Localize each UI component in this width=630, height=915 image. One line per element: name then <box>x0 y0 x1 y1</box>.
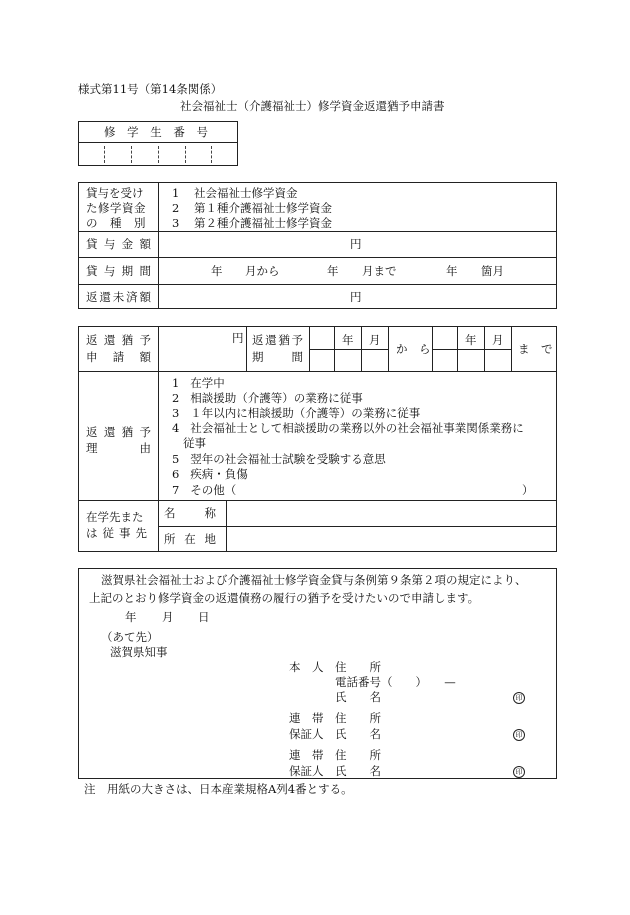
student-number-digit-separator <box>158 146 159 163</box>
addressee: 滋賀県知事 <box>110 645 168 659</box>
reason-item-continuation: 従事 <box>183 436 206 450</box>
loan-amount-unit: 円 <box>350 237 362 251</box>
period-from-text: か ら <box>396 342 431 356</box>
loan-amount-label: 貸 与 金 額 <box>86 237 151 251</box>
student-number-label: 修 学 生 番 号 <box>104 125 208 139</box>
applicant-address-label: 住 所 <box>335 660 381 674</box>
deferral-amount-unit: 円 <box>232 331 244 345</box>
reason-item: 1 在学中 <box>172 376 225 390</box>
loan-type-option-2: 2 第１種介護福祉士修学資金 <box>172 201 332 215</box>
deferral-reason-label: 返 還 猶 予 <box>86 425 151 439</box>
reason-item: 2 相談援助（介護等）の業務に従事 <box>172 391 363 405</box>
unpaid-amount-unit: 円 <box>350 290 362 304</box>
loan-type-option-1: 1 社会福祉士修学資金 <box>172 186 298 200</box>
student-number-digit-separator <box>185 146 186 163</box>
other-close-paren: ） <box>522 483 534 497</box>
student-number-digit-separator <box>211 146 212 163</box>
guarantor-2-role: 連 帯 <box>289 748 324 762</box>
loan-period-label: 貸 与 期 間 <box>86 264 151 278</box>
applicant-role: 本 人 <box>289 660 324 674</box>
applicant-seal: 印 <box>513 692 525 704</box>
guarantor-1-seal: 印 <box>513 729 525 741</box>
declaration-line-2: 上記のとおり修学資金の返還債務の履行の猶予を受けたいので申請します。 <box>89 591 480 605</box>
reason-item: 3 １年以内に相談援助（介護等）の業務に従事 <box>172 406 421 420</box>
form-number: 様式第11号（第14条関係） <box>78 82 223 96</box>
applicant-name-label: 氏 名 <box>335 690 381 704</box>
reason-item: 5 翌年の社会福祉士試験を受験する意思 <box>172 452 386 466</box>
period-to-text: ま で <box>518 342 553 356</box>
guarantor-1-role: 連 帯 <box>289 711 324 725</box>
addressee-label: （あて先） <box>101 630 159 644</box>
declaration-line-1: 滋賀県社会福祉士および介護福祉士修学資金貸与条例第９条第２項の規定により、 <box>101 573 527 587</box>
page: 様式第11号（第14条関係） 社会福祉士（介護福祉士）修学資金返還猶予申請書 修 学 生 番 号 貸与を受け た修学資金 の 種 別 1 社会福祉士修学資金 2 第１種介護福祉士修学資金 3 第２種介護福祉士修学資金 貸 与 金 額 円 貸 与 期 間 年 月から 年 月まで 年 箇月 返 還 未 済 額 円 返 還 猶 予 申 請 額 円 返 還 猶 予 期 間 年 月 か ら 年 月 ま で 返 還 猶 予 理 由 1 在学中 2 相談援助（介護等）の業務に従事 3 １年以内に相談援助（介護等）の業務に従事 4 社会福祉士として相談援助の業務以外の社会福祉事業関係業務に 従事 5 翌年の社会福祉士試験を受験する意思 6 疾病・負傷 7 その他（ ） 在学先また は従事先 名 称 所 在 地 滋賀県社会福祉士および介護福祉士修学資金貸与条例第９条第２項の規定により、 上記のとおり修学資金の返還債務の履行の猶予を受けたいので申請します。 年 月 日 （あて先） 滋賀県知事 本 人 住 所 電話番号（ ） — 氏 名 印 連 帯 住 所 保証人 氏 名 印 連 帯 住 所 保証人 氏 名 印 注 用紙の大きさは、日本産業規格A列4番とする。 <box>0 0 630 915</box>
loan-type-option-3: 3 第２種介護福祉士修学資金 <box>172 216 332 230</box>
reason-item: 7 その他（ <box>172 483 237 497</box>
reason-item: 4 社会福祉士として相談援助の業務以外の社会福祉事業関係業務に <box>172 421 524 435</box>
paper-size-note: 注 用紙の大きさは、日本産業規格A列4番とする。 <box>84 782 353 796</box>
school-workplace-label: 在学先また <box>86 510 144 524</box>
school-name-label: 名 称 <box>164 506 216 520</box>
deferral-period-label: 返 還 猶 予 <box>252 333 303 347</box>
school-address-label: 所 在 地 <box>164 532 216 546</box>
document-title: 社会福祉士（介護福祉士）修学資金返還猶予申請書 <box>180 99 445 113</box>
reason-item: 6 疾病・負傷 <box>172 467 248 481</box>
loan-type-label: 貸与を受け <box>86 186 144 200</box>
deferral-amount-label: 返 還 猶 予 <box>86 333 151 347</box>
unpaid-amount-label: 返 還 未 済 額 <box>86 290 151 304</box>
student-number-digit-separator <box>131 146 132 163</box>
applicant-phone-label: 電話番号（ ） — <box>335 675 456 689</box>
student-number-digit-separator <box>104 146 105 163</box>
guarantor-2-seal: 印 <box>513 766 525 778</box>
